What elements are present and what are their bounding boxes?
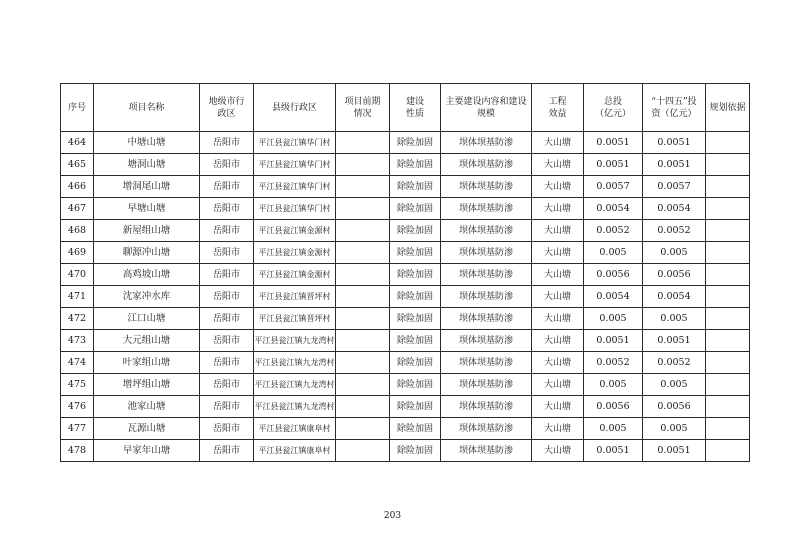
cell-14th-fyp-investment: 0.005: [643, 418, 706, 440]
cell-content: 坝体坝基防渗: [441, 154, 532, 176]
cell-county: 平江县瓮江镇康阜村: [254, 418, 336, 440]
cell-city: 岳阳市: [200, 440, 254, 462]
header-project-name: 项目名称: [94, 84, 200, 132]
cell-content: 坝体坝基防渗: [441, 264, 532, 286]
cell-seq: 469: [61, 242, 94, 264]
cell-14th-fyp-investment: 0.005: [643, 374, 706, 396]
cell-project-name: 中塘山塘: [94, 132, 200, 154]
cell-county: 平江县瓮江镇九龙湾村: [254, 330, 336, 352]
cell-project-name: 沈家冲水库: [94, 286, 200, 308]
cell-basis: [706, 330, 750, 352]
cell-project-name: 叶家组山塘: [94, 352, 200, 374]
cell-total-investment: 0.005: [584, 308, 643, 330]
header-basis: 规划依据: [706, 84, 750, 132]
cell-total-investment: 0.0056: [584, 264, 643, 286]
cell-project-name: 池家山塘: [94, 396, 200, 418]
cell-preliminary: [336, 374, 390, 396]
cell-basis: [706, 132, 750, 154]
cell-preliminary: [336, 418, 390, 440]
cell-seq: 473: [61, 330, 94, 352]
cell-project-name: 增洞尾山塘: [94, 176, 200, 198]
table-row: [61, 286, 750, 308]
cell-benefit: 大山塘: [532, 440, 584, 462]
cell-nature: 除险加固: [390, 396, 441, 418]
cell-14th-fyp-investment: 0.0054: [643, 286, 706, 308]
cell-nature: 除险加固: [390, 330, 441, 352]
cell-project-name: 聊源冲山塘: [94, 242, 200, 264]
cell-14th-fyp-investment: 0.005: [643, 242, 706, 264]
header-county: 县级行政区: [254, 84, 336, 132]
cell-county: 平江县瓮江镇华门村: [254, 132, 336, 154]
cell-content: 坝体坝基防渗: [441, 198, 532, 220]
cell-content: 坝体坝基防渗: [441, 330, 532, 352]
cell-county: 平江县瓮江镇华门村: [254, 198, 336, 220]
cell-preliminary: [336, 330, 390, 352]
cell-basis: [706, 242, 750, 264]
cell-total-investment: 0.0051: [584, 330, 643, 352]
page-number: 203: [383, 511, 402, 521]
cell-preliminary: [336, 132, 390, 154]
cell-county: 平江县瓮江镇九龙湾村: [254, 352, 336, 374]
cell-basis: [706, 374, 750, 396]
cell-basis: [706, 220, 750, 242]
cell-seq: 467: [61, 198, 94, 220]
cell-nature: 除险加固: [390, 132, 441, 154]
cell-city: 岳阳市: [200, 418, 254, 440]
cell-basis: [706, 440, 750, 462]
cell-content: 坝体坝基防渗: [441, 308, 532, 330]
cell-content: 坝体坝基防渗: [441, 176, 532, 198]
cell-county: 平江县瓮江镇华门村: [254, 176, 336, 198]
cell-seq: 474: [61, 352, 94, 374]
table-row: [61, 176, 750, 198]
cell-total-investment: 0.005: [584, 418, 643, 440]
table-row: [61, 220, 750, 242]
cell-project-name: 早塘山塘: [94, 198, 200, 220]
cell-preliminary: [336, 198, 390, 220]
cell-county: 平江县瓮江镇金源村: [254, 264, 336, 286]
cell-county: 平江县瓮江镇金源村: [254, 242, 336, 264]
cell-14th-fyp-investment: 0.005: [643, 308, 706, 330]
cell-preliminary: [336, 396, 390, 418]
header-seq: 序号: [61, 84, 94, 132]
cell-county: 平江县瓮江镇康阜村: [254, 440, 336, 462]
cell-preliminary: [336, 220, 390, 242]
cell-project-name: 瓦源山塘: [94, 418, 200, 440]
table-row: [61, 396, 750, 418]
cell-city: 岳阳市: [200, 286, 254, 308]
cell-14th-fyp-investment: 0.0051: [643, 154, 706, 176]
cell-content: 坝体坝基防渗: [441, 242, 532, 264]
cell-preliminary: [336, 308, 390, 330]
header-preliminary: 项目前期 情况: [336, 84, 390, 132]
cell-benefit: 大山塘: [532, 308, 584, 330]
cell-content: 坝体坝基防渗: [441, 440, 532, 462]
cell-preliminary: [336, 286, 390, 308]
cell-14th-fyp-investment: 0.0056: [643, 264, 706, 286]
cell-basis: [706, 352, 750, 374]
cell-14th-fyp-investment: 0.0056: [643, 396, 706, 418]
table-row: [61, 352, 750, 374]
cell-content: 坝体坝基防渗: [441, 286, 532, 308]
cell-benefit: 大山塘: [532, 374, 584, 396]
cell-project-name: 大元组山塘: [94, 330, 200, 352]
cell-county: 平江县瓮江镇金源村: [254, 220, 336, 242]
cell-seq: 475: [61, 374, 94, 396]
cell-city: 岳阳市: [200, 242, 254, 264]
cell-project-name: 增坪组山塘: [94, 374, 200, 396]
cell-total-investment: 0.005: [584, 374, 643, 396]
cell-city: 岳阳市: [200, 176, 254, 198]
cell-total-investment: 0.0052: [584, 352, 643, 374]
cell-14th-fyp-investment: 0.0052: [643, 220, 706, 242]
cell-nature: 除险加固: [390, 176, 441, 198]
cell-benefit: 大山塘: [532, 132, 584, 154]
cell-nature: 除险加固: [390, 352, 441, 374]
cell-nature: 除险加固: [390, 264, 441, 286]
cell-benefit: 大山塘: [532, 396, 584, 418]
cell-city: 岳阳市: [200, 374, 254, 396]
table-body: [61, 132, 750, 462]
cell-city: 岳阳市: [200, 352, 254, 374]
cell-14th-fyp-investment: 0.0051: [643, 132, 706, 154]
cell-content: 坝体坝基防渗: [441, 418, 532, 440]
cell-total-investment: 0.005: [584, 242, 643, 264]
cell-basis: [706, 198, 750, 220]
cell-preliminary: [336, 352, 390, 374]
cell-benefit: 大山塘: [532, 418, 584, 440]
cell-content: 坝体坝基防渗: [441, 132, 532, 154]
cell-preliminary: [336, 242, 390, 264]
cell-nature: 除险加固: [390, 374, 441, 396]
cell-city: 岳阳市: [200, 330, 254, 352]
cell-nature: 除险加固: [390, 198, 441, 220]
cell-total-investment: 0.0051: [584, 154, 643, 176]
cell-project-name: 江口山塘: [94, 308, 200, 330]
table-row: [61, 418, 750, 440]
cell-basis: [706, 418, 750, 440]
project-table: [60, 83, 750, 462]
cell-total-investment: 0.0052: [584, 220, 643, 242]
header-14th-fyp-investment: “十四五”投 资（亿元）: [643, 84, 706, 132]
cell-city: 岳阳市: [200, 220, 254, 242]
cell-seq: 476: [61, 396, 94, 418]
cell-benefit: 大山塘: [532, 264, 584, 286]
cell-project-name: 高鸡坡山塘: [94, 264, 200, 286]
cell-nature: 除险加固: [390, 440, 441, 462]
cell-county: 平江县瓮江镇九龙湾村: [254, 396, 336, 418]
table-row: [61, 264, 750, 286]
cell-city: 岳阳市: [200, 308, 254, 330]
cell-basis: [706, 396, 750, 418]
cell-project-name: 塘洞山塘: [94, 154, 200, 176]
cell-benefit: 大山塘: [532, 286, 584, 308]
cell-seq: 477: [61, 418, 94, 440]
cell-14th-fyp-investment: 0.0051: [643, 440, 706, 462]
table-row: [61, 198, 750, 220]
header-row: [61, 84, 750, 132]
cell-basis: [706, 286, 750, 308]
cell-seq: 470: [61, 264, 94, 286]
cell-total-investment: 0.0051: [584, 440, 643, 462]
cell-benefit: 大山塘: [532, 352, 584, 374]
cell-total-investment: 0.0054: [584, 198, 643, 220]
cell-total-investment: 0.0051: [584, 132, 643, 154]
cell-nature: 除险加固: [390, 242, 441, 264]
cell-nature: 除险加固: [390, 286, 441, 308]
header-city: 地级市行 政区: [200, 84, 254, 132]
cell-preliminary: [336, 264, 390, 286]
cell-seq: 465: [61, 154, 94, 176]
cell-nature: 除险加固: [390, 220, 441, 242]
table-row: [61, 308, 750, 330]
cell-basis: [706, 308, 750, 330]
cell-content: 坝体坝基防渗: [441, 352, 532, 374]
cell-county: 平江县瓮江镇晋坪村: [254, 308, 336, 330]
cell-project-name: 早家年山塘: [94, 440, 200, 462]
cell-nature: 除险加固: [390, 418, 441, 440]
cell-seq: 478: [61, 440, 94, 462]
cell-project-name: 新屋组山塘: [94, 220, 200, 242]
table-row: [61, 154, 750, 176]
cell-14th-fyp-investment: 0.0054: [643, 198, 706, 220]
header-total-investment: 总投 （亿元）: [584, 84, 643, 132]
cell-city: 岳阳市: [200, 154, 254, 176]
cell-total-investment: 0.0054: [584, 286, 643, 308]
table-row: [61, 440, 750, 462]
table-row: [61, 132, 750, 154]
cell-benefit: 大山塘: [532, 220, 584, 242]
cell-14th-fyp-investment: 0.0057: [643, 176, 706, 198]
cell-seq: 472: [61, 308, 94, 330]
cell-content: 坝体坝基防渗: [441, 374, 532, 396]
header-benefit: 工程 效益: [532, 84, 584, 132]
cell-benefit: 大山塘: [532, 330, 584, 352]
cell-basis: [706, 154, 750, 176]
cell-benefit: 大山塘: [532, 242, 584, 264]
cell-content: 坝体坝基防渗: [441, 396, 532, 418]
cell-14th-fyp-investment: 0.0052: [643, 352, 706, 374]
cell-seq: 468: [61, 220, 94, 242]
cell-benefit: 大山塘: [532, 198, 584, 220]
header-content: 主要建设内容和建设 规模: [441, 84, 532, 132]
cell-city: 岳阳市: [200, 198, 254, 220]
cell-county: 平江县瓮江镇九龙湾村: [254, 374, 336, 396]
cell-county: 平江县瓮江镇华门村: [254, 154, 336, 176]
cell-content: 坝体坝基防渗: [441, 220, 532, 242]
cell-nature: 除险加固: [390, 154, 441, 176]
cell-basis: [706, 264, 750, 286]
cell-county: 平江县瓮江镇晋坪村: [254, 286, 336, 308]
cell-benefit: 大山塘: [532, 154, 584, 176]
cell-benefit: 大山塘: [532, 176, 584, 198]
cell-nature: 除险加固: [390, 308, 441, 330]
header-nature: 建设 性质: [390, 84, 441, 132]
cell-city: 岳阳市: [200, 264, 254, 286]
cell-city: 岳阳市: [200, 132, 254, 154]
cell-preliminary: [336, 440, 390, 462]
table-row: [61, 374, 750, 396]
cell-basis: [706, 176, 750, 198]
cell-city: 岳阳市: [200, 396, 254, 418]
table-row: [61, 242, 750, 264]
cell-seq: 464: [61, 132, 94, 154]
cell-seq: 471: [61, 286, 94, 308]
cell-preliminary: [336, 154, 390, 176]
cell-total-investment: 0.0056: [584, 396, 643, 418]
cell-seq: 466: [61, 176, 94, 198]
cell-preliminary: [336, 176, 390, 198]
table-row: [61, 330, 750, 352]
cell-14th-fyp-investment: 0.0051: [643, 330, 706, 352]
cell-total-investment: 0.0057: [584, 176, 643, 198]
